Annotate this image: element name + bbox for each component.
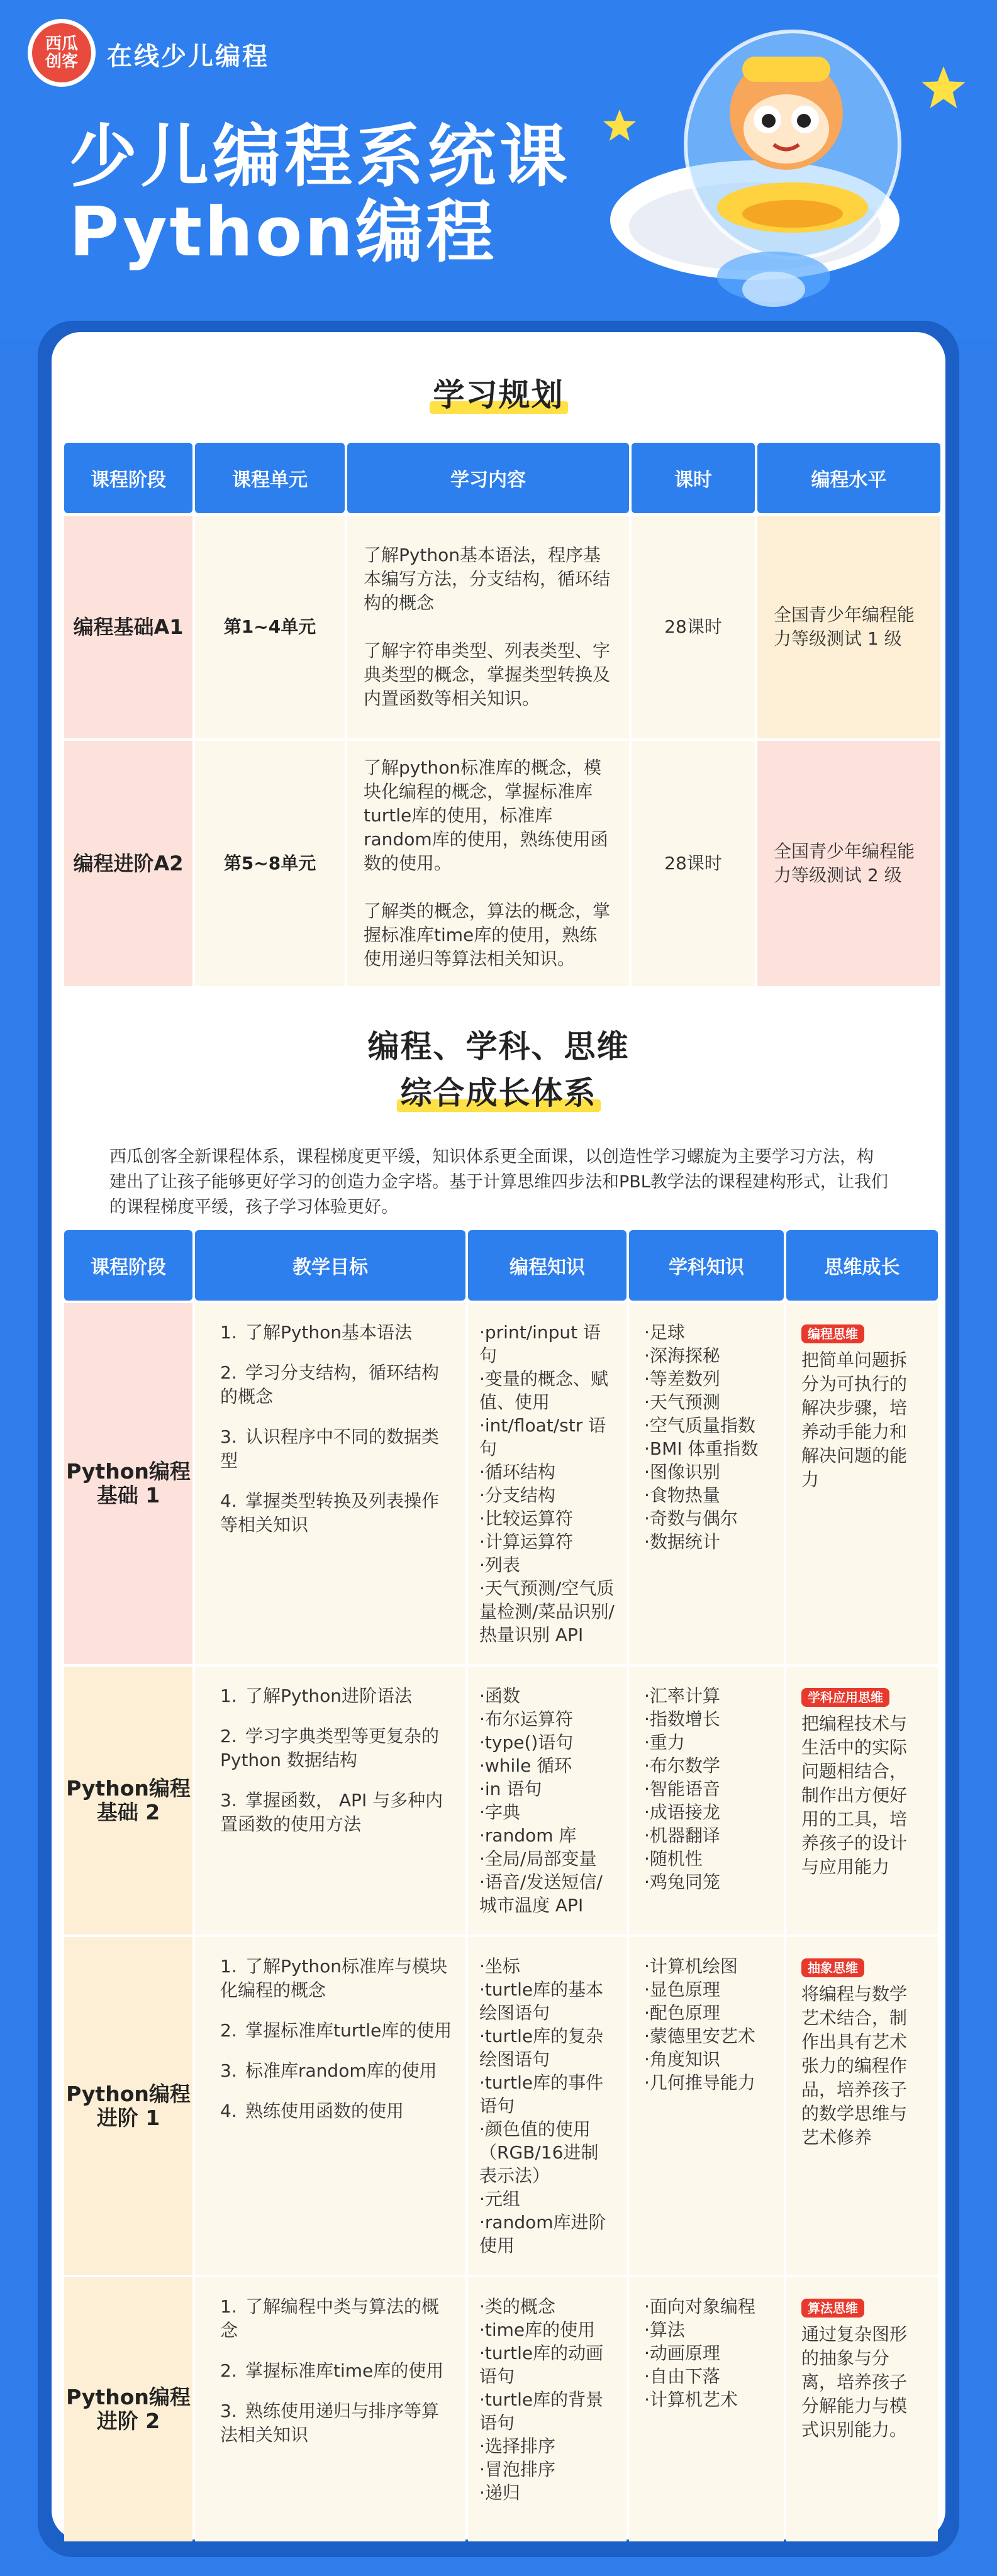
code-knowledge-cell	[468, 1303, 627, 1664]
goal-text: 掌握函数， API 与多种内置函数的使用方法	[220, 1790, 443, 1835]
subject-knowledge-item: ·深海探秘	[644, 1345, 720, 1366]
study-plan-table	[62, 440, 943, 989]
code-knowledge-item: ·类的概念	[479, 2296, 555, 2317]
logo-text: 西瓜创客	[45, 35, 78, 71]
subject-knowledge-cell	[629, 1937, 784, 2275]
table-row	[64, 1303, 938, 1664]
goals-cell	[195, 1667, 465, 1935]
subject-knowledge-item: ·蒙德里安艺术	[644, 2026, 755, 2046]
stage-cell: 编程进阶A2	[64, 741, 192, 986]
thinking-cell	[786, 2277, 938, 2541]
content-paragraph: 了解Python基本语法，程序基本编写方法，分支结构，循环结构的概念	[364, 545, 611, 613]
subject-knowledge-item: ·奇数与偶尔	[644, 1508, 738, 1529]
subject-knowledge-item: ·数据统计	[644, 1531, 720, 1552]
code-knowledge-item: ·字典	[479, 1802, 520, 1823]
stage-cell: Python编程基础 2	[64, 1667, 192, 1935]
goals-cell	[195, 1303, 465, 1664]
code-knowledge-item: ·int/float/str 语句	[479, 1415, 606, 1459]
subject-knowledge-item: ·动画原理	[644, 2343, 720, 2363]
brand-name[interactable]: 在线少儿编程	[107, 42, 269, 71]
plan-title-text: 学习规划	[433, 370, 564, 415]
header-cell: 编程水平	[757, 443, 940, 513]
goals-cell	[195, 1937, 465, 2275]
subject-knowledge-item: ·布尔数学	[644, 1755, 720, 1776]
goal-text: 掌握标准库turtle库的使用	[245, 2020, 452, 2041]
code-knowledge-item: ·变量的概念、赋值、使用	[479, 1368, 608, 1413]
goal-item: 4. 熟练使用函数的使用	[220, 2101, 404, 2121]
goal-item: 2. 掌握标准库turtle库的使用	[220, 2020, 452, 2041]
code-knowledge-item: ·计算运算符	[479, 1531, 573, 1552]
goal-item: 3. 认识程序中不同的数据类型	[220, 1426, 440, 1471]
subject-knowledge-cell	[629, 1667, 784, 1935]
table-row	[64, 516, 940, 738]
plan-section-title	[52, 370, 945, 415]
code-knowledge-item: ·turtle库的事件语句	[479, 2072, 604, 2116]
code-knowledge-item: ·in 语句	[479, 1779, 542, 1799]
goal-item: 4. 掌握类型转换及列表操作等相关知识	[220, 1491, 440, 1535]
code-knowledge-item: ·颜色值的使用（RGB/16进制表示法）	[479, 2119, 599, 2186]
subject-knowledge-item: ·鸡兔同笼	[644, 1872, 720, 1892]
hero-title-line1: 少儿编程系统课	[69, 118, 572, 196]
astronaut-mascot-icon	[604, 19, 981, 314]
goal-text: 熟练使用函数的使用	[245, 2101, 404, 2121]
header-cell: 思维成长	[786, 1230, 938, 1301]
hours-cell: 28课时	[632, 516, 755, 738]
goal-text: 熟练使用递归与排序等算法相关知识	[220, 2401, 440, 2445]
code-knowledge-item: ·天气预测/空气质量检测/菜品识别/热量识别 API	[479, 1578, 615, 1645]
thinking-tag: 编程思维	[801, 1324, 864, 1343]
goal-item: 3. 熟练使用递归与排序等算法相关知识	[220, 2401, 440, 2445]
subject-knowledge-item: ·自由下落	[644, 2366, 720, 2387]
table-row	[64, 741, 940, 986]
level-cell: 全国青少年编程能力等级测试 1 级	[757, 516, 940, 738]
subject-knowledge-item: ·角度知识	[644, 2049, 720, 2070]
level-cell: 全国青少年编程能力等级测试 2 级	[757, 741, 940, 986]
subject-knowledge-item: ·智能语音	[644, 1779, 720, 1799]
thinking-text: 把简单问题拆分为可执行的解决步骤，培养动手能力和解决问题的能力	[801, 1350, 908, 1490]
goal-item: 1. 了解Python进阶语法	[220, 1685, 413, 1706]
code-knowledge-item: ·递归	[479, 2482, 520, 2503]
unit-cell: 第5~8单元	[195, 741, 345, 986]
content-paragraph: 了解字符串类型、列表类型、字典类型的概念，掌握类型转换及内置函数等相关知识。	[364, 640, 611, 709]
goals-cell	[195, 2277, 465, 2541]
thinking-cell	[786, 1937, 938, 2275]
code-knowledge-item: ·冒泡排序	[479, 2459, 555, 2480]
content-cell	[347, 516, 629, 738]
unit-cell: 第1~4单元	[195, 516, 345, 738]
subject-knowledge-cell	[629, 2277, 784, 2541]
code-knowledge-cell	[468, 1667, 627, 1935]
stage-cell: Python编程进阶 1	[64, 1937, 192, 2275]
code-knowledge-item: ·random 库	[479, 1825, 577, 1846]
growth-title-line2: 综合成长体系	[401, 1068, 597, 1113]
thinking-tag: 学科应用思维	[801, 1688, 889, 1707]
hero-title-line2: Python编程	[69, 193, 497, 272]
hours-cell: 28课时	[632, 741, 755, 986]
thinking-text: 通过复杂图形的抽象与分离，培养孩子分解能力与模式识别能力。	[801, 2324, 908, 2440]
thinking-cell	[786, 1667, 938, 1935]
goal-text: 掌握类型转换及列表操作等相关知识	[220, 1491, 440, 1535]
header-cell: 课程阶段	[64, 1230, 192, 1301]
goal-text: 标准库random库的使用	[245, 2060, 437, 2081]
goal-item: 2. 学习字典类型等更复杂的 Python 数据结构	[220, 1726, 440, 1770]
code-knowledge-cell	[468, 1937, 627, 2275]
subject-knowledge-item: ·BMI 体重指数	[644, 1438, 759, 1459]
header-cell: 学习内容	[347, 443, 629, 513]
growth-title-line1: 编程、学科、思维	[367, 1028, 630, 1065]
subject-knowledge-item: ·重力	[644, 1732, 685, 1753]
growth-section-title	[52, 1068, 945, 1113]
code-knowledge-cell	[468, 2277, 627, 2541]
header-cell: 编程知识	[468, 1230, 627, 1301]
table-header-row	[64, 443, 940, 513]
code-knowledge-item: ·turtle库的复杂绘图语句	[479, 2026, 604, 2070]
code-knowledge-item: ·语音/发送短信/城市温度 API	[479, 1872, 603, 1916]
code-knowledge-item: ·比较运算符	[479, 1508, 573, 1529]
growth-table	[62, 1228, 940, 2544]
subject-knowledge-item: ·天气预测	[644, 1392, 720, 1413]
thinking-text: 把编程技术与生活中的实际问题相结合，制作出方便好用的工具，培养孩子的设计与应用能力	[801, 1713, 908, 1877]
table-header-row	[64, 1230, 938, 1301]
subject-knowledge-item: ·显色原理	[644, 1979, 720, 2000]
growth-intro-text: 西瓜创客全新课程体系，课程梯度更平缓，知识体系更全面课，以创造性学习螺旋为主要学习方法，构建出了让孩子能够更好学习的创造力金字塔。基于计算思维四步法和PBL教学法的课程建构形式，让我们的课程梯度平缓，孩子学习体验更好。	[109, 1147, 888, 1217]
subject-knowledge-item: ·面向对象编程	[644, 2296, 755, 2317]
code-knowledge-item: ·列表	[479, 1555, 520, 1575]
code-knowledge-item: ·while 循环	[479, 1755, 572, 1776]
table-row	[64, 1937, 938, 2275]
goal-text: 掌握标准库time库的使用	[245, 2360, 444, 2381]
goal-item: 2. 学习分支结构，循环结构的概念	[220, 1362, 440, 1407]
goal-text: 了解Python标准库与模块化编程的概念	[220, 1956, 448, 2001]
code-knowledge-item: ·函数	[479, 1685, 520, 1706]
code-knowledge-item: ·布尔运算符	[479, 1709, 573, 1729]
subject-knowledge-item: ·空气质量指数	[644, 1415, 755, 1436]
thinking-text: 将编程与数学艺术结合，制作出具有艺术张力的编程作品，培养孩子的数学思维与艺术修养	[801, 1984, 908, 2148]
subject-knowledge-item: ·机器翻译	[644, 1825, 720, 1846]
code-knowledge-item: ·turtle库的背景语句	[479, 2389, 604, 2433]
goal-item: 1. 了解Python标准库与模块化编程的概念	[220, 1956, 448, 2001]
stage-cell: Python编程进阶 2	[64, 2277, 192, 2541]
goal-text: 了解Python基本语法	[245, 1322, 413, 1343]
hero-banner	[0, 0, 997, 340]
subject-knowledge-cell	[629, 1303, 784, 1664]
goal-item: 1. 了解Python基本语法	[220, 1322, 413, 1343]
goal-text: 认识程序中不同的数据类型	[220, 1426, 440, 1471]
goal-text: 了解Python进阶语法	[245, 1685, 413, 1706]
header-cell: 学科知识	[629, 1230, 784, 1301]
code-knowledge-item: ·选择排序	[479, 2436, 555, 2457]
subject-knowledge-item: ·成语接龙	[644, 1802, 720, 1823]
subject-knowledge-item: ·汇率计算	[644, 1685, 720, 1706]
subject-knowledge-item: ·计算机绘图	[644, 1956, 738, 1977]
code-knowledge-item: ·random库进阶使用	[479, 2212, 606, 2256]
table-row	[64, 2277, 938, 2541]
subject-knowledge-item: ·足球	[644, 1322, 685, 1343]
goal-item: 2. 掌握标准库time库的使用	[220, 2360, 444, 2381]
code-knowledge-item: ·time库的使用	[479, 2319, 596, 2340]
stage-cell: 编程基础A1	[64, 516, 192, 738]
code-knowledge-item: ·print/input 语句	[479, 1322, 601, 1366]
goal-item: 3. 标准库random库的使用	[220, 2060, 437, 2081]
subject-knowledge-item: ·随机性	[644, 1848, 703, 1869]
code-knowledge-item: ·turtle库的基本绘图语句	[479, 1979, 604, 2023]
content-cell	[347, 741, 629, 986]
goal-item: 1. 了解编程中类与算法的概念	[220, 2296, 440, 2341]
subject-knowledge-item: ·几何推导能力	[644, 2072, 755, 2093]
content-paragraph: 了解python标准库的概念，模块化编程的概念，掌握标准库turtle库的使用，标准库random库的使用，熟练使用函数的使用。	[364, 757, 608, 874]
thinking-cell	[786, 1303, 938, 1664]
goal-text: 学习字典类型等更复杂的 Python 数据结构	[220, 1726, 440, 1770]
content-paragraph: 了解类的概念，算法的概念，掌握标准库time库的使用，熟练使用递归等算法相关知识。	[364, 901, 611, 969]
stage-cell: Python编程基础 1	[64, 1303, 192, 1664]
goal-text: 学习分支结构，循环结构的概念	[220, 1362, 440, 1407]
goal-item: 3. 掌握函数， API 与多种内置函数的使用方法	[220, 1790, 443, 1835]
header-cell: 课时	[632, 443, 755, 513]
code-knowledge-item: ·坐标	[479, 1956, 520, 1977]
subject-knowledge-item: ·图像识别	[644, 1462, 720, 1482]
code-knowledge-item: ·循环结构	[479, 1462, 555, 1482]
code-knowledge-item: ·分支结构	[479, 1485, 555, 1506]
subject-knowledge-item: ·指数增长	[644, 1709, 720, 1729]
code-knowledge-item: ·全局/局部变量	[479, 1848, 597, 1869]
logo-icon[interactable]	[28, 19, 96, 87]
thinking-tag: 算法思维	[801, 2299, 864, 2318]
header-cell: 教学目标	[195, 1230, 465, 1301]
content-card	[52, 332, 945, 2540]
code-knowledge-item: ·元组	[479, 2189, 520, 2209]
goal-text: 了解编程中类与算法的概念	[220, 2296, 440, 2341]
code-knowledge-item: ·turtle库的动画语句	[479, 2343, 604, 2387]
subject-knowledge-item: ·算法	[644, 2319, 685, 2340]
subject-knowledge-item: ·等差数列	[644, 1368, 720, 1389]
code-knowledge-item: ·type()语句	[479, 1732, 574, 1753]
header-cell: 课程单元	[195, 443, 345, 513]
subject-knowledge-item: ·计算机艺术	[644, 2389, 738, 2410]
table-row	[64, 1667, 938, 1935]
thinking-tag: 抽象思维	[801, 1958, 864, 1977]
subject-knowledge-item: ·配色原理	[644, 2002, 720, 2023]
header-cell: 课程阶段	[64, 443, 192, 513]
subject-knowledge-item: ·食物热量	[644, 1485, 720, 1506]
